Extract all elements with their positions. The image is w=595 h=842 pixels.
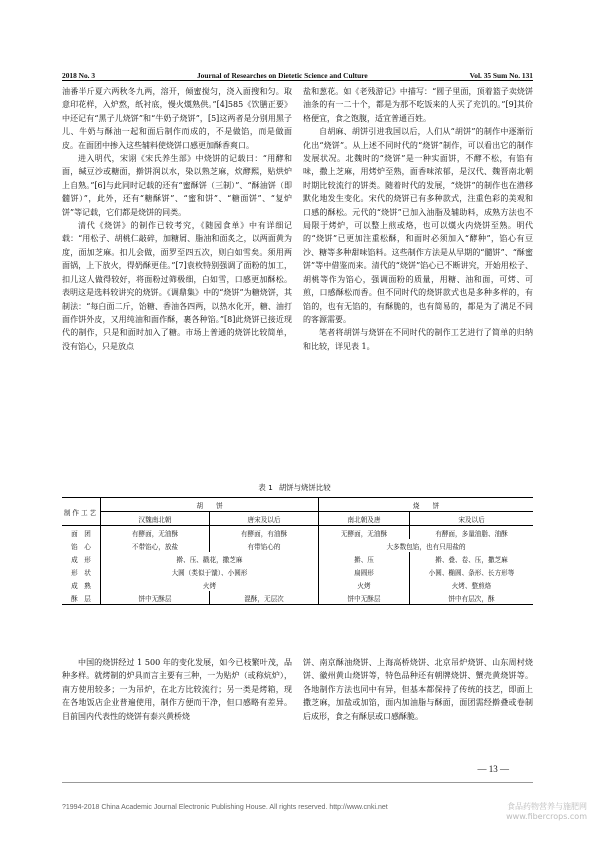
table-row-label: 酥 层 xyxy=(62,591,101,605)
table-cell: 扁圆形 xyxy=(319,565,410,578)
table-caption xyxy=(62,482,533,493)
table-cell: 火烤 xyxy=(101,578,319,591)
table-cell: 擀、压 xyxy=(319,552,410,565)
header-journal-name: Journal of Researches on Dietetic Science and Culture xyxy=(196,71,368,80)
table-cell: 无酵面，无油酥 xyxy=(319,526,410,540)
table-cell: 火烤 xyxy=(319,578,410,591)
watermark xyxy=(506,802,587,822)
running-header xyxy=(62,66,533,80)
table-cell: 饼中无酥层 xyxy=(101,591,210,605)
paragraph: 清代《烧饼》的制作已较考究，《随园食单》中有详细记载：“用松子、胡桃仁敲碎，加糖屑、脂油和面炙之，以两面黄为度，面加芝麻。扣儿会做，面罗至四五次，则白如雪矣。须用两面锅，上下放火，得奶酥更佳。”[7]袁枚特别强调了面粉的加工，扣儿这人做得较好，将面粉过筛极细，白如雪，口感更加酥松。表明这是选料较讲究的烧饼。《调鼎集》中的“烧饼”为糖烧饼，其制法：“每白面二斤，饴糖、香油各四两，以热水化开，糖、油打面作饼外皮，又用纯油和面作酥，裹各种馅。”[8]此烧饼已接近现代的制作，只是和面时加入了糖。市场上普通的烧饼比较简单，没有馅心，只是放点 xyxy=(62,221,292,351)
table-cell: 饼中有层次，酥 xyxy=(410,591,534,605)
table-row-label: 形 状 xyxy=(71,568,91,577)
table-row xyxy=(62,526,533,540)
table-cell: 有酵面，无油酥 xyxy=(101,526,210,540)
lower-columns xyxy=(62,656,533,723)
table-cell: 火烤、整煎烙 xyxy=(410,578,534,591)
paragraph: 笔者将胡饼与烧饼在不同时代的制作工艺进行了简单的归纳和比较，详见表 1。 xyxy=(303,328,533,351)
table-row-label: 成 形 xyxy=(71,555,91,564)
paragraph: 油番半斤夏六两秋冬九两，溶开，倾蜜搅匀，浇入面搜和匀。取意印花样，入炉熬，纸衬底，慢火熯熟供。”[4]585《饮膳正要》中还记有“黑子儿烧饼”和“牛奶子烧饼”，[5]这两者是分别用黑子儿、牛奶与酥油一起和面后制作而成的，不是做馅，而是做面皮。在面团中掺入这些辅料使烧饼口感更加酥香爽口。 xyxy=(62,87,292,150)
watermark-line: 食品药物营养与施肥网 xyxy=(507,802,587,811)
table-period-header: 宋及以后 xyxy=(410,512,534,526)
table-cell: 小圆、椭圆、条形、长方形等 xyxy=(410,565,534,578)
header-volume: Vol. 35 Sum No. 131 xyxy=(469,71,533,80)
paragraph: 饼、南京酥油烧饼、上海高桥烧饼、北京吊炉烧饼、山东周村烧饼、徽州黄山烧饼等，特色品种还有朝牌烧饼、蟹壳黄烧饼等。各地制作方法也同中有异，但基本都保持了传统的技艺，即面上撒芝麻，加盐或加馅，面内加油脂与酥面，面团需经擀叠或卷制后成形，食之有酥层或口感酥脆。 xyxy=(303,658,533,721)
table-stub-header: 制作工艺 xyxy=(62,498,101,526)
table-cell: 擀、叠、卷、压，撒芝麻 xyxy=(410,552,534,565)
table-cell: 有酵面，多量油脂、油酥 xyxy=(410,526,534,540)
table-title: 胡饼与烧饼比较 xyxy=(278,483,331,492)
table-row-label: 馅 心 xyxy=(71,542,91,551)
table-cell: 有带馅心的 xyxy=(210,539,319,552)
table-period-header: 汉魏南北朝 xyxy=(101,512,210,526)
table-row xyxy=(62,591,533,605)
table-number: 表 1 xyxy=(258,483,273,492)
table-cell: 混酥，无层次 xyxy=(210,591,319,605)
table-group-header: 胡 饼 xyxy=(101,498,319,512)
watermark-line: www.fibercrops.com xyxy=(506,812,587,821)
table-cell: 不带馅心，放盐 xyxy=(101,539,210,552)
paragraph: 进入明代，宋诩《宋氏养生部》中烧饼的记载曰：“用酵和面，缄豆沙或糖面，擀饼润以水，染以熟芝麻，炊酵熙，贴烘炉上自熟。”[6]与此同时记载的还有“蜜酥饼（三制）”、“酥油饼（即髓饼）”，此外，还有“糖酥饼”、“蜜和饼”、“糖面饼”、“复炉饼”等记载，它们都是烧饼的同类。 xyxy=(62,154,292,217)
table-cell: 大多数包馅，也有只用盐的 xyxy=(319,539,534,552)
table-period-header: 唐宋及以后 xyxy=(210,512,319,526)
left-column xyxy=(62,85,292,353)
table-row xyxy=(62,552,533,565)
page-number: — 13 — xyxy=(477,764,509,774)
table-cell: 大圆（类似于馕）、小圆形 xyxy=(101,565,319,578)
table-cell: 擀、压、戳花，撒芝麻 xyxy=(101,552,319,565)
paragraph: 中国的烧饼经过 1 500 年的变化发展，如今已枝繁叶茂，品种多样。就烤制的炉具而言主要有三种，一为贴炉（或称炕炉），南方使用较多；一为吊炉，在北方比较流行；另一类是烤箱，现在各地饭店企业普遍使用，制作方便而干净，但口感略有差异。目前国内代表性的烧饼有泰兴黄桥烧 xyxy=(62,658,292,721)
footer-rule xyxy=(62,782,533,783)
lower-right-column xyxy=(303,656,533,723)
header-rule xyxy=(62,80,533,81)
paragraph: 自胡麻、胡饼引进我国以后，人们从“胡饼”的制作中逐渐衍化出“烧饼”。从上述不同时代的“烧饼”制作，可以看出它的制作发展状况。北魏时的“烧饼”是一种实面饼，不酵不松，有馅有味，撒上芝麻，用烤炉至熟，面香味浓郁，是汉代、魏晋南北朝时期比较流行的饼类。随着时代的发展，“烧饼”的制作也在潜移默化地发生变化。宋代的烧饼已有多种款式，注重色彩的美观和口感的酥松。元代的“烧饼”已加入油脂及辅助料，成熟方法也不局限于烤炉，可以整上煎或烙，也可以熯火内烧饼至熟。明代的“烧饼”已更加注重松酥，和面时必须加入“酵种”，馅心有豆沙、糖等多种甜味馅料。这些制作方法是从早期的“髓饼”、“酥蜜饼”等中借鉴而来。清代的“烧饼”馅心已不断讲究，开始用松子、胡桃等作为馅心，强调面粉的质量，用糖、油和面，可烤、可煎，口感酥松而香。但不同时代的烧饼款式也是多种多样的，有馅的，也有无馅的，有酥脆的，也有简易的，都是为了满足不同的客源需要。 xyxy=(303,127,533,324)
table-row-label: 面 团 xyxy=(71,529,91,538)
header-issue: 2018 No. 3 xyxy=(62,71,96,80)
table-group-header: 烧 饼 xyxy=(319,498,534,512)
paragraph: 盐和葱花。如《老残游记》中描写：“圆子里面，顶着篮子卖烧饼油条的有一二十个，都是为那不吃饭来的人买了充饥的。”[9]其价格便宜，食之饱腹，适宜普通百姓。 xyxy=(303,87,533,123)
table-row xyxy=(62,565,533,578)
table-period-header: 南北朝及唐 xyxy=(319,512,410,526)
body-columns xyxy=(62,85,533,353)
lower-left-column xyxy=(62,656,292,723)
table-row-label: 成 熟 xyxy=(71,581,91,590)
table-row xyxy=(62,539,533,552)
table-cell: 饼中无酥层 xyxy=(319,591,410,605)
comparison-table xyxy=(62,497,533,605)
right-column xyxy=(303,85,533,353)
table-row xyxy=(62,578,533,591)
copyright-footer: ?1994-2018 China Academic Journal Electronic Publishing House. All rights reserved. http://www.cnki.net xyxy=(62,804,388,811)
table-cell: 有酵面，有油酥 xyxy=(210,526,319,540)
